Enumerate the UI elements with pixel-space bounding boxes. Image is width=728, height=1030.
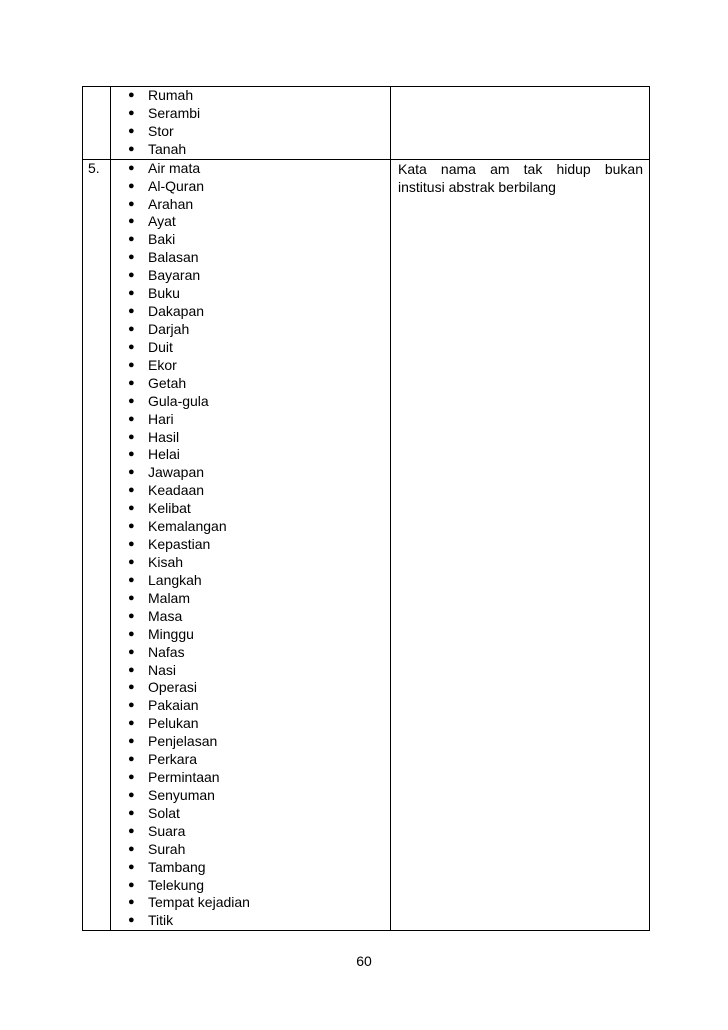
- bullet-icon: ●: [128, 197, 135, 210]
- list-item-text: Serambi: [148, 104, 201, 121]
- list-item-text: Duit: [148, 338, 173, 355]
- list-item-text: Nasi: [148, 661, 177, 678]
- bullet-icon: ●: [128, 502, 135, 515]
- bullet-icon: ●: [128, 161, 135, 174]
- list-item: [111, 446, 390, 464]
- bullet-icon: ●: [128, 376, 135, 389]
- bullet-icon: ●: [128, 89, 135, 101]
- bullet-icon: ●: [128, 269, 135, 282]
- list-item: [111, 105, 390, 123]
- bullet-icon: ●: [128, 142, 135, 155]
- list-item: [111, 536, 390, 554]
- list-item-text: Kepastian: [148, 536, 211, 553]
- noun-list-cell: [111, 87, 391, 160]
- list-item: [111, 679, 390, 697]
- list-item: [111, 303, 390, 321]
- description-line: institusi abstrak berbilang: [398, 178, 556, 195]
- list-item-text: Ekor: [148, 356, 177, 373]
- bullet-icon: ●: [128, 860, 135, 873]
- list-item-text: Pakaian: [148, 697, 199, 714]
- list-item: [111, 733, 390, 751]
- bullet-icon: ●: [128, 699, 135, 712]
- bullet-icon: ●: [128, 340, 135, 353]
- list-item: [111, 751, 390, 769]
- list-item: [111, 608, 390, 626]
- noun-list-cell: [111, 159, 391, 931]
- list-item: [111, 715, 390, 733]
- list-item: [111, 393, 390, 411]
- bullet-icon: ●: [128, 215, 135, 228]
- bullet-icon: ●: [128, 914, 135, 927]
- list-item: [111, 805, 390, 823]
- list-item-text: Tanah: [148, 140, 187, 157]
- bullet-icon: ●: [128, 106, 135, 119]
- list-item-text: Gula-gula: [148, 392, 209, 409]
- list-item: [111, 482, 390, 500]
- list-item: [111, 87, 390, 105]
- list-item-text: Langkah: [148, 571, 202, 588]
- list-item-text: Surah: [148, 840, 186, 857]
- list-item: [111, 411, 390, 429]
- noun-list: [111, 87, 390, 159]
- list-item: [111, 877, 390, 895]
- list-item-text: Dakapan: [148, 303, 205, 320]
- bullet-icon: ●: [128, 466, 135, 479]
- bullet-icon: ●: [128, 394, 135, 407]
- list-item: [111, 357, 390, 375]
- bullet-icon: ●: [128, 806, 135, 819]
- list-item: [111, 375, 390, 393]
- bullet-icon: ●: [128, 287, 135, 300]
- bullet-icon: ●: [128, 358, 135, 371]
- list-item: [111, 554, 390, 572]
- list-item: [111, 787, 390, 805]
- list-item-text: Jawapan: [148, 464, 205, 481]
- bullet-icon: ●: [128, 124, 135, 137]
- list-item: [111, 123, 390, 141]
- bullet-icon: ●: [128, 842, 135, 855]
- list-item-text: Titik: [148, 912, 174, 929]
- list-item-text: Tempat kejadian: [148, 894, 250, 911]
- list-item: [111, 894, 390, 912]
- bullet-icon: ●: [128, 233, 135, 246]
- list-item-text: Balasan: [148, 249, 199, 266]
- row-number-cell: [83, 87, 111, 160]
- list-item-text: Stor: [148, 122, 174, 139]
- list-item-text: Senyuman: [148, 786, 215, 803]
- bullet-icon: ●: [128, 591, 135, 604]
- list-item: [111, 518, 390, 536]
- list-item: [111, 429, 390, 447]
- list-item-text: Pelukan: [148, 715, 199, 732]
- bullet-icon: ●: [128, 430, 135, 443]
- list-item-text: Helai: [148, 446, 180, 463]
- list-item: [111, 196, 390, 214]
- list-item: [111, 859, 390, 877]
- list-item: [111, 464, 390, 482]
- list-item: [111, 626, 390, 644]
- list-item: [111, 160, 390, 178]
- list-item-text: Baki: [148, 231, 176, 248]
- list-item-text: Kemalangan: [148, 518, 227, 535]
- list-item-text: Tambang: [148, 858, 206, 875]
- list-item: [111, 231, 390, 249]
- list-item-text: Arahan: [148, 195, 194, 212]
- description-cell: [391, 87, 650, 160]
- list-item: [111, 285, 390, 303]
- list-item-text: Minggu: [148, 625, 194, 642]
- list-item: [111, 912, 390, 930]
- bullet-icon: ●: [128, 627, 135, 640]
- list-item: [111, 267, 390, 285]
- list-item-text: Rumah: [148, 87, 194, 103]
- list-item-text: Operasi: [148, 679, 198, 696]
- bullet-icon: ●: [128, 824, 135, 837]
- table-body: [83, 87, 650, 931]
- bullet-icon: ●: [128, 878, 135, 891]
- list-item-text: Getah: [148, 374, 187, 391]
- bullet-icon: ●: [128, 179, 135, 192]
- list-item: [111, 841, 390, 859]
- list-item-text: Buku: [148, 285, 180, 302]
- list-item: [111, 697, 390, 715]
- list-item-text: Kelibat: [148, 500, 191, 517]
- bullet-icon: ●: [128, 609, 135, 622]
- bullet-icon: ●: [128, 681, 135, 694]
- list-item-text: Bayaran: [148, 267, 201, 284]
- bullet-icon: ●: [128, 538, 135, 551]
- description-cell: [391, 159, 650, 931]
- list-item: [111, 662, 390, 680]
- list-item-text: Darjah: [148, 320, 190, 337]
- list-item-text: Al-Quran: [148, 177, 205, 194]
- list-item: [111, 823, 390, 841]
- bullet-icon: ●: [128, 896, 135, 909]
- table-row: [83, 159, 650, 931]
- list-item-text: Hasil: [148, 428, 180, 445]
- list-item-text: Perkara: [148, 751, 198, 768]
- list-item-text: Masa: [148, 607, 183, 624]
- list-item: [111, 500, 390, 518]
- bullet-icon: ●: [128, 484, 135, 497]
- list-item: [111, 644, 390, 662]
- bullet-icon: ●: [128, 573, 135, 586]
- list-item: [111, 769, 390, 787]
- bullet-icon: ●: [128, 520, 135, 533]
- list-item-text: Air mata: [148, 159, 201, 176]
- bullet-icon: ●: [128, 251, 135, 264]
- list-item-text: Malam: [148, 589, 191, 606]
- bullet-icon: ●: [128, 645, 135, 658]
- bullet-icon: ●: [128, 735, 135, 748]
- bullet-icon: ●: [128, 305, 135, 318]
- list-item: [111, 321, 390, 339]
- list-item-text: Solat: [148, 804, 180, 821]
- bullet-icon: ●: [128, 753, 135, 766]
- bullet-icon: ●: [128, 717, 135, 730]
- list-item: [111, 141, 390, 159]
- description-line: Kata nama am tak hidup bukan: [398, 160, 643, 177]
- list-item-text: Telekung: [148, 876, 205, 893]
- bullet-icon: ●: [128, 771, 135, 784]
- list-item-text: Suara: [148, 822, 186, 839]
- bullet-icon: ●: [128, 788, 135, 801]
- bullet-icon: ●: [128, 555, 135, 568]
- table-row: [83, 87, 650, 160]
- list-item: [111, 572, 390, 590]
- list-item: [111, 178, 390, 196]
- noun-list: [111, 160, 390, 931]
- list-item-text: Ayat: [148, 213, 176, 230]
- bullet-icon: ●: [128, 412, 135, 425]
- list-item-text: Hari: [148, 410, 174, 427]
- bullet-icon: ●: [128, 322, 135, 335]
- list-item: [111, 590, 390, 608]
- list-item-text: Permintaan: [148, 769, 220, 786]
- list-item-text: Nafas: [148, 643, 185, 660]
- list-item: [111, 339, 390, 357]
- row-number-cell: [83, 159, 111, 931]
- bullet-icon: ●: [128, 448, 135, 461]
- noun-classification-table: [82, 86, 650, 931]
- page-number: 60: [356, 953, 372, 969]
- list-item-text: Keadaan: [148, 482, 205, 499]
- list-item: [111, 249, 390, 267]
- row-number: 5.: [88, 159, 100, 176]
- list-item: [111, 213, 390, 231]
- list-item-text: Kisah: [148, 553, 184, 570]
- list-item-text: Penjelasan: [148, 733, 218, 750]
- bullet-icon: ●: [128, 663, 135, 676]
